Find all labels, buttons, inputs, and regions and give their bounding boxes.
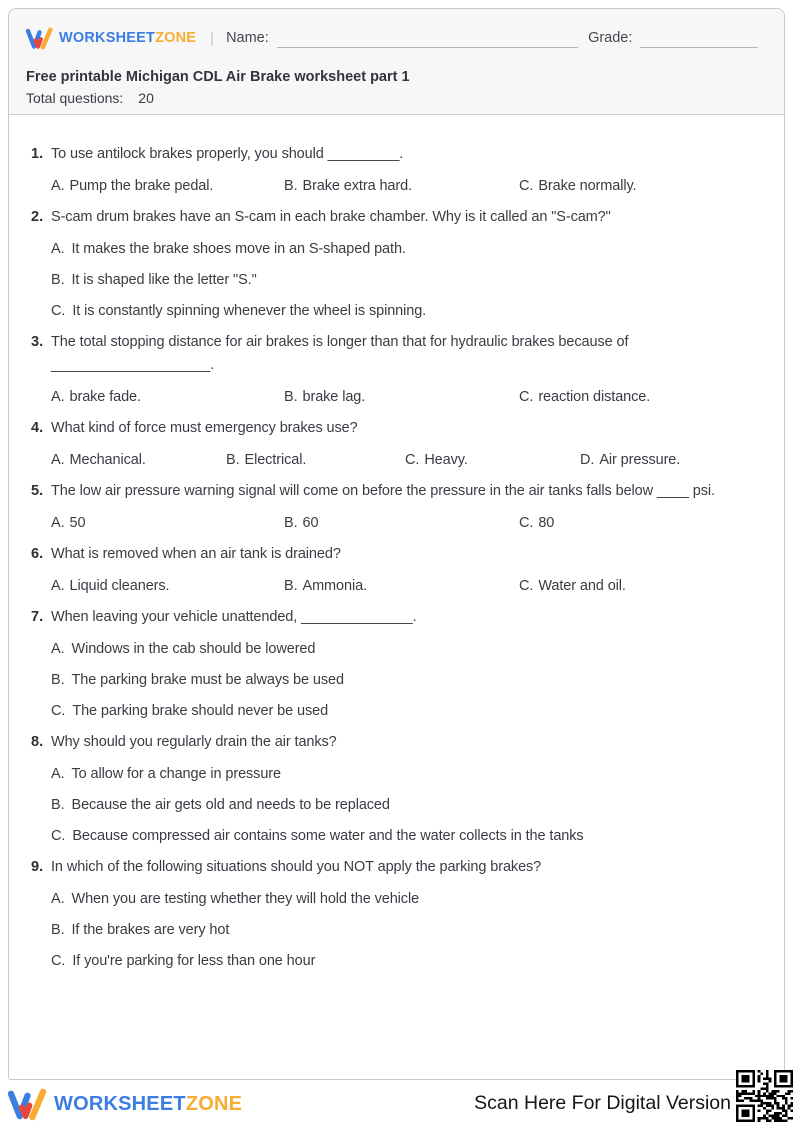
worksheet-sheet [8, 8, 785, 1080]
answer-option [51, 175, 284, 198]
qr-code [736, 1070, 793, 1122]
answer-option-text: The parking brake should never be used [72, 703, 329, 719]
name-field [226, 28, 578, 48]
answer-option-letter: A. [51, 515, 65, 531]
answer-option-text: When you are testing whether they will hold the vehicle [71, 891, 420, 907]
answer-option [519, 175, 762, 198]
answer-option-text: If the brakes are very hot [71, 922, 230, 938]
answer-option-text: To allow for a change in pressure [71, 766, 281, 782]
question-row [31, 856, 762, 879]
answer-option-letter: A. [51, 641, 65, 657]
answer-option-text: Liquid cleaners. [69, 578, 170, 594]
question-row [31, 606, 762, 629]
answer-option [284, 575, 519, 598]
answer-option-letter: C. [51, 828, 66, 844]
answer-option-letter: C. [51, 953, 66, 969]
answer-option-text: 60 [302, 515, 319, 531]
answer-options [51, 449, 762, 472]
question-number: 6. [31, 546, 44, 562]
answer-option-letter: A. [51, 178, 65, 194]
question-row [31, 206, 762, 229]
question-item [31, 480, 762, 535]
qr-code-pattern [736, 1070, 793, 1122]
question-text: What is removed when an air tank is drained? [51, 546, 341, 562]
question-number: 3. [31, 334, 44, 350]
question-row [31, 543, 762, 566]
footer-brand-logo-text [54, 1093, 242, 1116]
question-text: When leaving your vehicle unattended, ______________. [51, 609, 417, 625]
question-number: 4. [31, 420, 44, 436]
brand-logo-text [59, 30, 196, 46]
answer-options [51, 888, 762, 973]
name-label: Name: [226, 30, 269, 46]
answer-option [405, 449, 580, 472]
brand-name-secondary: ZONE [155, 30, 197, 46]
footer-brand-logo [8, 1088, 242, 1121]
answer-options [51, 575, 762, 598]
answer-option-letter: C. [519, 389, 534, 405]
page-footer [0, 1086, 793, 1122]
answer-option-text: Brake normally. [538, 178, 637, 194]
answer-option-text: Heavy. [424, 452, 468, 468]
answer-option [51, 888, 762, 911]
question-number: 7. [31, 609, 44, 625]
question-text: Why should you regularly drain the air tanks? [51, 734, 337, 750]
answer-option-text: It makes the brake shoes move in an S-shaped path. [71, 241, 406, 257]
answer-option [51, 638, 762, 661]
answer-options [51, 238, 762, 323]
total-questions-label: Total questions: [26, 90, 124, 106]
question-item [31, 543, 762, 598]
question-item [31, 731, 762, 848]
answer-option-letter: D. [580, 452, 595, 468]
question-text: What kind of force must emergency brakes use? [51, 420, 358, 436]
answer-option-letter: A. [51, 891, 65, 907]
answer-option [226, 449, 405, 472]
answer-option-letter: C. [519, 515, 534, 531]
answer-option [51, 794, 762, 817]
answer-option [51, 700, 762, 723]
question-row [31, 480, 762, 503]
answer-option [580, 449, 762, 472]
answer-option-text: Brake extra hard. [302, 178, 413, 194]
question-item [31, 206, 762, 323]
answer-option-text: The parking brake must be always be used [71, 672, 344, 688]
answer-option-letter: C. [51, 303, 66, 319]
name-input-line[interactable] [277, 31, 578, 48]
answer-option-letter: B. [51, 672, 65, 688]
brand-name-primary: WORKSHEET [59, 30, 156, 46]
answer-option-text: brake fade. [69, 389, 141, 405]
answer-options [51, 386, 762, 409]
answer-option-text: Pump the brake pedal. [69, 178, 214, 194]
answer-option-letter: B. [226, 452, 240, 468]
answer-option-text: Mechanical. [69, 452, 146, 468]
answer-option-letter: A. [51, 241, 65, 257]
footer-brand-name-secondary: ZONE [185, 1093, 243, 1115]
answer-option-letter: B. [284, 515, 298, 531]
answer-option [519, 386, 762, 409]
answer-option-letter: A. [51, 452, 65, 468]
question-item [31, 606, 762, 723]
header-divider: | [210, 29, 215, 47]
answer-option-letter: B. [284, 578, 298, 594]
answer-option-letter: C. [519, 578, 534, 594]
question-row [31, 331, 762, 377]
grade-field [588, 28, 766, 48]
answer-option [519, 512, 762, 535]
answer-option-text: brake lag. [302, 389, 366, 405]
question-number: 1. [31, 146, 44, 162]
question-item [31, 856, 762, 973]
answer-options [51, 763, 762, 848]
grade-label: Grade: [588, 30, 633, 46]
answer-option-letter: B. [51, 922, 65, 938]
answer-option-text: Because compressed air contains some water and the water collects in the tanks [72, 828, 584, 844]
answer-option [51, 269, 762, 292]
header-row [26, 21, 766, 55]
total-questions-value: 20 [138, 90, 154, 106]
answer-option-letter: C. [51, 703, 66, 719]
question-number: 8. [31, 734, 44, 750]
answer-option-letter: C. [405, 452, 420, 468]
answer-option-letter: B. [51, 797, 65, 813]
question-text: The total stopping distance for air brakes is longer than that for hydraulic brakes because of ____________________. [51, 334, 629, 373]
answer-option-letter: B. [284, 178, 298, 194]
answer-option [284, 386, 519, 409]
answer-option [51, 825, 762, 848]
worksheet-title: Free printable Michigan CDL Air Brake worksheet part 1 [26, 69, 410, 85]
total-questions [26, 88, 766, 108]
answer-option-text: reaction distance. [538, 389, 651, 405]
grade-input-line[interactable] [640, 31, 758, 48]
answer-option-text: If you're parking for less than one hour [72, 953, 316, 969]
answer-option-letter: A. [51, 766, 65, 782]
answer-option [51, 449, 226, 472]
question-row [31, 417, 762, 440]
question-text: The low air pressure warning signal will come on before the pressure in the air tanks falls below ____ psi. [51, 483, 715, 499]
answer-option-text: Water and oil. [538, 578, 626, 594]
answer-option [51, 763, 762, 786]
answer-options [51, 638, 762, 723]
answer-option [51, 919, 762, 942]
footer-brand-name-primary: WORKSHEET [54, 1093, 186, 1115]
question-list [9, 115, 784, 973]
answer-option-text: It is constantly spinning whenever the wheel is spinning. [72, 303, 427, 319]
answer-option [51, 950, 762, 973]
question-row [31, 143, 762, 166]
answer-option-text: 80 [538, 515, 555, 531]
answer-option-text: It is shaped like the letter "S." [71, 272, 257, 288]
question-text: To use antilock brakes properly, you should _________. [51, 146, 404, 162]
answer-option [284, 175, 519, 198]
answer-option [519, 575, 762, 598]
answer-option [51, 238, 762, 261]
answer-option-letter: A. [51, 389, 65, 405]
answer-option [51, 386, 284, 409]
answer-option [51, 575, 284, 598]
answer-option [51, 669, 762, 692]
sheet-header [9, 9, 784, 115]
question-number: 9. [31, 859, 44, 875]
answer-option [51, 300, 762, 323]
footer-brand-w-icon [8, 1088, 47, 1121]
answer-option-letter: B. [284, 389, 298, 405]
scan-here-text: Scan Here For Digital Version [474, 1092, 731, 1114]
answer-option-text: Because the air gets old and needs to be replaced [71, 797, 390, 813]
brand-w-icon [26, 27, 53, 50]
answer-option-letter: B. [51, 272, 65, 288]
question-item [31, 143, 762, 198]
answer-option-text: Electrical. [244, 452, 307, 468]
question-number: 5. [31, 483, 44, 499]
answer-options [51, 175, 762, 198]
answer-option-letter: C. [519, 178, 534, 194]
answer-options [51, 512, 762, 535]
question-item [31, 417, 762, 472]
brand-logo [26, 27, 196, 50]
question-text: S-cam drum brakes have an S-cam in each brake chamber. Why is it called an "S-cam?" [51, 209, 611, 225]
answer-option-text: 50 [69, 515, 86, 531]
question-item [31, 331, 762, 409]
question-text: In which of the following situations should you NOT apply the parking brakes? [51, 859, 542, 875]
question-number: 2. [31, 209, 44, 225]
answer-option-text: Air pressure. [599, 452, 681, 468]
answer-option-text: Windows in the cab should be lowered [71, 641, 316, 657]
answer-option [51, 512, 284, 535]
answer-option [284, 512, 519, 535]
answer-option-letter: A. [51, 578, 65, 594]
answer-option-text: Ammonia. [302, 578, 367, 594]
question-row [31, 731, 762, 754]
